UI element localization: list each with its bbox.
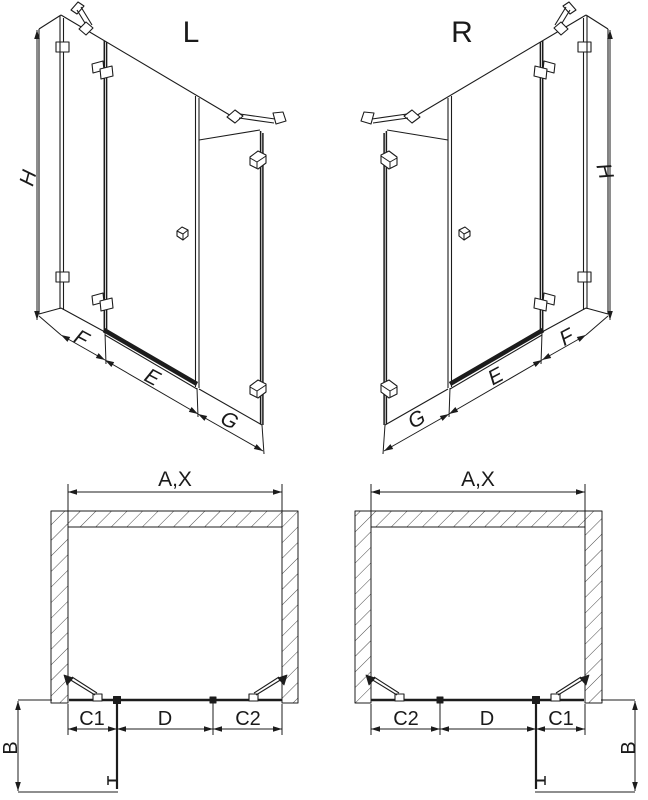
variant-label-left: L bbox=[182, 16, 200, 49]
support-bar-top-right bbox=[227, 110, 286, 124]
perspective-left-view bbox=[34, 2, 286, 454]
panel-dim-label-left-g: G bbox=[216, 406, 242, 435]
dimensions bbox=[383, 30, 613, 454]
line-work bbox=[15, 2, 638, 792]
segment-dim-label-plan-left-c1: C1 bbox=[79, 708, 105, 730]
segment-dim-label-plan-right-c1: C1 bbox=[548, 708, 574, 730]
door-dim-label-right-e: E bbox=[484, 363, 508, 391]
height-dim-label-left: H bbox=[15, 167, 42, 189]
panel-dim-label-left-f: F bbox=[70, 325, 93, 352]
plan-left-view bbox=[15, 484, 298, 792]
door-dim-label-left-e: E bbox=[140, 364, 164, 392]
variant-label-right: R bbox=[451, 16, 473, 49]
support-bar-top-left bbox=[554, 2, 576, 35]
perspective-right-view bbox=[361, 2, 613, 454]
segment-dim-label-plan-right-d: D bbox=[479, 708, 495, 730]
support-bar-top-left bbox=[71, 2, 93, 35]
segment-dim-label-plan-left-c2: C2 bbox=[235, 708, 261, 730]
depth-dim-label-plan-right: B bbox=[618, 741, 640, 755]
door-handle bbox=[459, 227, 470, 240]
door-hinges bbox=[534, 61, 555, 311]
glass-front-line bbox=[69, 694, 282, 704]
door-handle bbox=[177, 227, 188, 240]
walls bbox=[51, 511, 298, 703]
panel-dim-label-right-f: F bbox=[555, 324, 578, 351]
segment-dim-label-plan-left-d: D bbox=[157, 708, 173, 730]
glass-front-line bbox=[371, 694, 584, 704]
walls bbox=[355, 511, 602, 703]
width-dim-label-plan-left: A,X bbox=[158, 468, 192, 491]
wall-profile-clips bbox=[56, 42, 69, 282]
dimensions bbox=[34, 30, 264, 454]
wall-profile-clips bbox=[578, 42, 591, 282]
labels bbox=[0, 16, 640, 755]
support-braces bbox=[366, 675, 589, 695]
depth-dim-label-plan-left: B bbox=[0, 741, 22, 755]
support-bar-top-right bbox=[361, 110, 420, 124]
support-braces bbox=[64, 675, 287, 695]
height-dim-label-right: H bbox=[591, 160, 618, 182]
plan-right-view bbox=[355, 484, 638, 792]
width-dim-label-plan-right: A,X bbox=[461, 468, 495, 491]
segment-dim-label-plan-right-c2: C2 bbox=[393, 708, 419, 730]
panel-dim-label-right-g: G bbox=[404, 405, 430, 434]
door-hinges bbox=[92, 61, 113, 311]
